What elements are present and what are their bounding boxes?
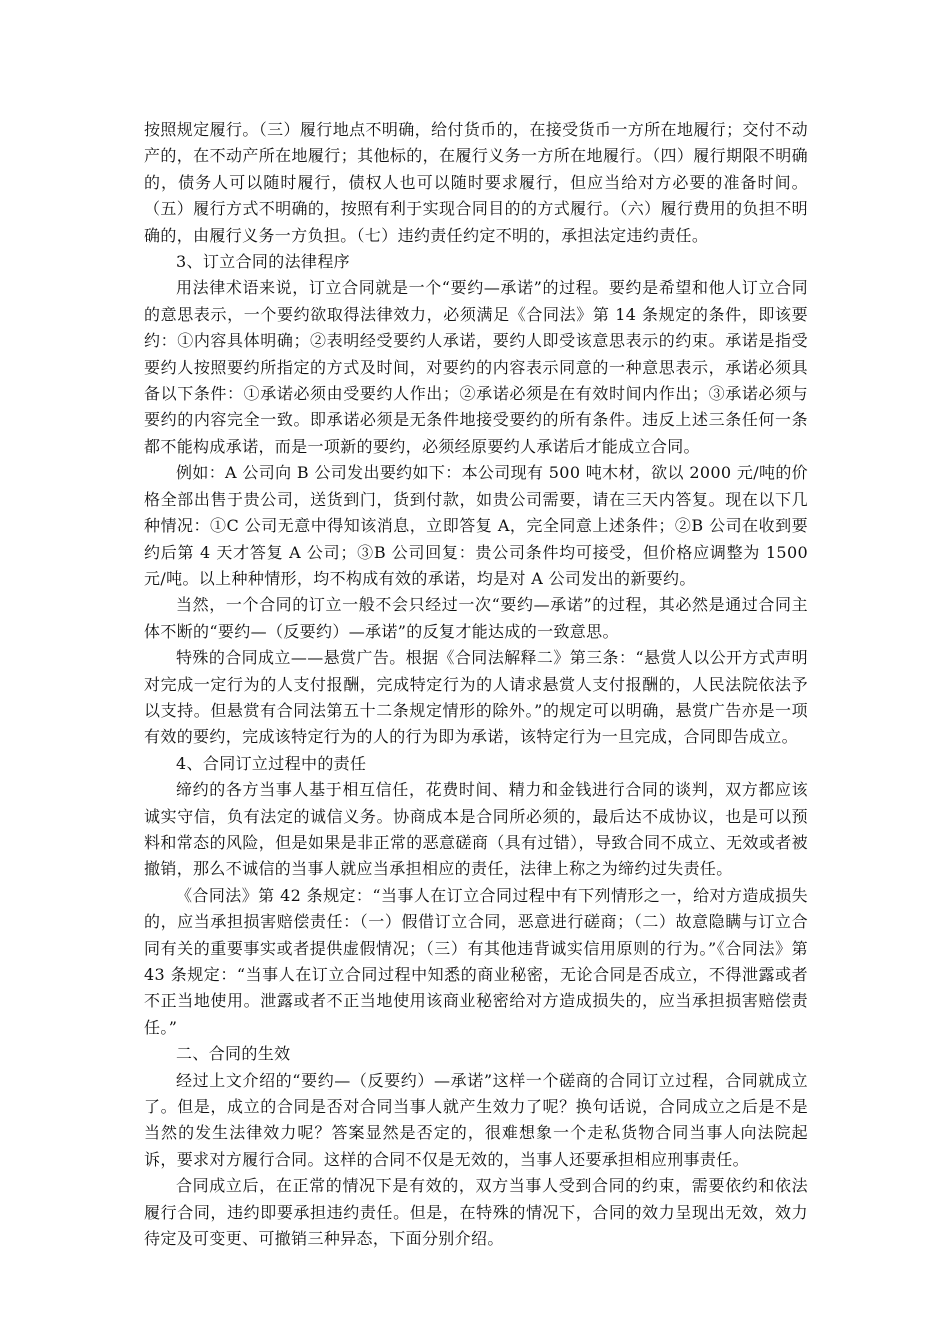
section-heading-liability: 4、合同订立过程中的责任 — [176, 753, 367, 773]
paragraph-effect-states: 合同成立后，在正常的情况下是有效的，双方当事人受到合同的约束，需要依约和依法履行合同，违约即要承担违约责任。但是，在特殊的情况下，合同的效力呈现出无效，效力待定及可变更、可撤销三种异态，下面分别介绍。 — [144, 1176, 808, 1249]
section-heading-contract-effect: 二、合同的生效 — [176, 1044, 291, 1064]
section-heading-contract-procedure: 3、订立合同的法律程序 — [176, 252, 351, 272]
paragraph-example: 例如：A 公司向 B 公司发出要约如下：本公司现有 500 吨木材，欲以 2000 元/吨的价格全部出售于贵公司，送货到门，货到付款，如贵公司需要，请在三天内答复。现在以下几种情况：①C 公司无意中得知该消息，立即答复 A，完全同意上述条件；②B 公司在收到要约后第 4 天才答复 A 公司；③B 公司回复：贵公司条件均可接受，但价格应调整为 1500 元/吨。以上种种情形，均不构成有效的承诺，均是对 A 公司发出的新要约。 — [144, 463, 809, 588]
paragraph-offer-acceptance: 用法律术语来说，订立合同就是一个“要约—承诺”的过程。要约是希望和他人订立合同的意思表示，一个要约欲取得法律效力，必须满足《合同法》第 14 条规定的条件，即该要约：①内容具体明确；②表明经受要约人承诺，要约人即受该意思表示的约束。承诺是指受要约人按照要约所指定的方式及时间，对要约的内容表示同意的一种意思表示，承诺必须具备以下条件：①承诺必须由受要约人作出；②承诺必须是在有效时间内作出；③承诺必须与要约的内容完全一致。即承诺必须是无条件地接受要约的所有条件。违反上述三条任何一条都不能构成承诺，而是一项新的要约，必须经原要约人承诺后才能成立合同。 — [144, 278, 808, 456]
paragraph-performance-rules: 按照规定履行。（三）履行地点不明确，给付货币的，在接受货币一方所在地履行；交付不动产的，在不动产所在地履行；其他标的，在履行义务一方所在地履行。（四）履行期限不明确的，债务人可以随时履行，债权人也可以随时要求履行，但应当给对方必要的准备时间。（五）履行方式不明确的，按照有利于实现合同目的的方式履行。（六）履行费用的负担不明确的，由履行义务一方负担。（七）违约责任约定不明的，承担法定违约责任。 — [144, 120, 808, 245]
paragraph-counter-offer: 当然，一个合同的订立一般不会只经过一次“要约—承诺”的过程，其必然是通过合同主体不断的“要约—（反要约）—承诺”的反复才能达成的一致意思。 — [144, 595, 808, 641]
document-page — [144, 117, 808, 1252]
paragraph-good-faith: 缔约的各方当事人基于相互信任，花费时间、精力和金钱进行合同的谈判，双方都应该诚实守信，负有法定的诚信义务。协商成本是合同所必须的，最后达不成协议，也是可以预料和常态的风险，但是如果是非正常的恶意磋商（具有过错），导致合同不成立、无效或者被撤销，那么不诚信的当事人就应当承担相应的责任，法律上称之为缔约过失责任。 — [144, 780, 808, 879]
paragraph-effect-question: 经过上文介绍的“要约—（反要约）—承诺”这样一个磋商的合同订立过程，合同就成立了。但是，成立的合同是否对合同当事人就产生效力了呢？换句话说，合同成立之后是不是当然的发生法律效力呢？答案显然是否定的，很难想象一个走私货物合同当事人向法院起诉，要求对方履行合同。这样的合同不仅是无效的，当事人还要承担相应刑事责任。 — [144, 1070, 808, 1169]
paragraph-articles-42-43: 《合同法》第 42 条规定：“当事人在订立合同过程中有下列情形之一，给对方造成损失的，应当承担损害赔偿责任：（一）假借订立合同，恶意进行磋商；（二）故意隐瞒与订立合同有关的重要事实或者提供虚假情况；（三）有其他违背诚实信用原则的行为。”《合同法》第 43 条规定：“当事人在订立合同过程中知悉的商业秘密，无论合同是否成立，不得泄露或者不正当地使用。泄露或者不正当地使用该商业秘密给对方造成损失的，应当承担损害赔偿责任。” — [144, 885, 808, 1037]
paragraph-reward-advertisement: 特殊的合同成立——悬赏广告。根据《合同法解释二》第三条：“悬赏人以公开方式声明对完成一定行为的人支付报酬，完成特定行为的人请求悬赏人支付报酬的，人民法院依法予以支持。但悬赏有合同法第五十二条规定情形的除外。”的规定可以明确，悬赏广告亦是一项有效的要约，完成该特定行为的人的行为即为承诺，该特定行为一旦完成，合同即告成立。 — [144, 648, 808, 747]
